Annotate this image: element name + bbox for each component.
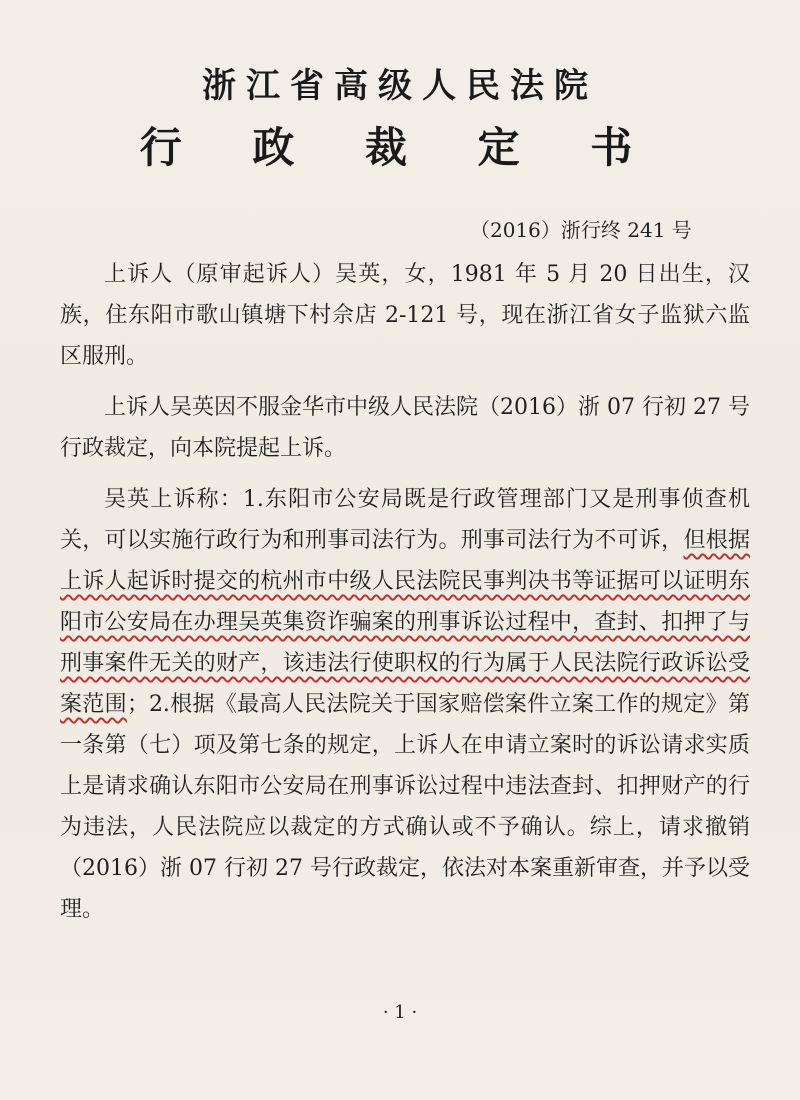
page-number: · 1 ·	[382, 1002, 418, 1023]
appellant-info-paragraph: 上诉人（原审起诉人）吴英，女，1981 年 5 月 20 日出生，汉族，住东阳市歌山镇塘下村佘店 2-121 号，现在浙江省女子监狱六监区服刑。	[60, 262, 750, 369]
red-wavy-underlined-passage: 但根据上诉人起诉时提交的杭州市中级人民法院民事判决书等证据可以证明东阳市公安局在办理吴英集资诈骗案的刑事诉讼过程中，查封、扣押了与刑事案件无关的财产，该违法行使职权的行为属于人民法院行政诉讼受案范围	[60, 528, 750, 717]
document-type-title: 行 政 裁 定 书	[139, 123, 661, 172]
appeal-claims-paragraph	[60, 479, 750, 930]
appeal-intro-paragraph: 上诉人吴英因不服金华市中级人民法院（2016）浙 07 行初 27 号行政裁定，向本院提起上诉。	[60, 395, 750, 461]
claims-text-part1: 吴英上诉称：1.东阳市公安局既是行政管理部门又是刑事侦查机关，可以实施行政行为和刑事司法行为。刑事司法行为不可诉，	[60, 487, 750, 553]
court-name: 浙江省高级人民法院	[202, 66, 598, 106]
document-body	[60, 254, 750, 940]
case-number: （2016）浙行终 241 号	[470, 218, 692, 242]
claims-text-part2: ；2.根据《最高人民法院关于国家赔偿案件立案工作的规定》第一条第（七）项及第七条的规定，上诉人在申请立案时的诉讼请求实质上是请求确认东阳市公安局在刑事诉讼过程中违法查封、扣押财产的行为违法，人民法院应以裁定的方式确认或不予确认。综上，请求撤销（2016）浙 07 行初 27 号行政裁定，依法对本案重新审查，并予以受理。	[60, 692, 750, 922]
